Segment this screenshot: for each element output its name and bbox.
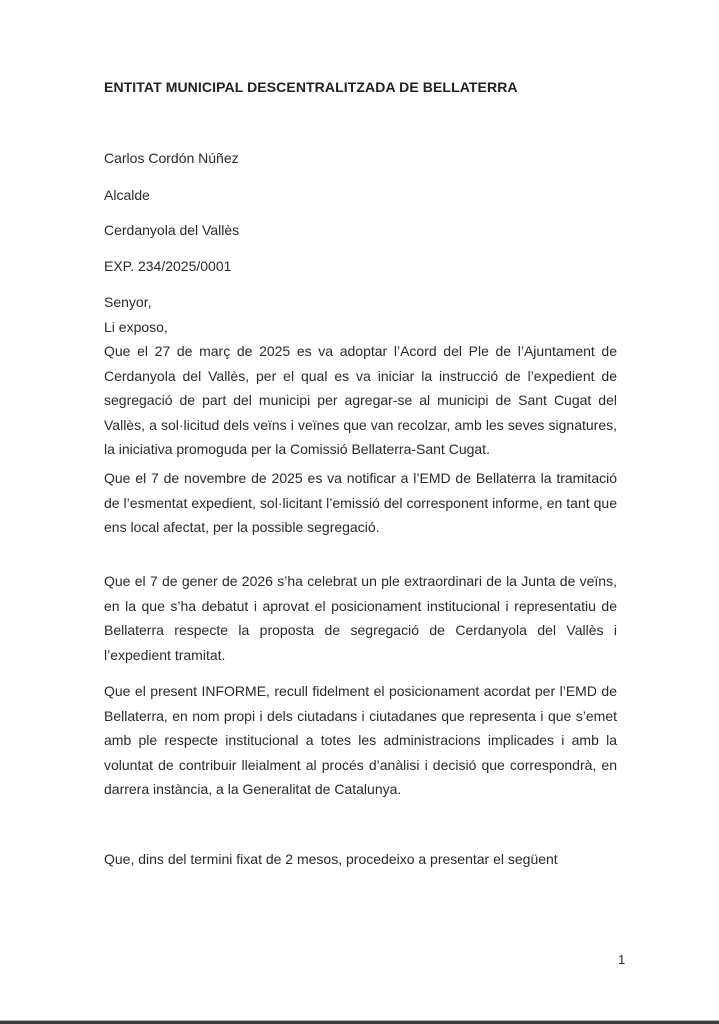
paragraph-5: Que, dins del termini fixat de 2 mesos, procedeixo a presentar el següent <box>104 851 558 867</box>
paragraph-3: Que el 7 de gener de 2026 s’ha celebrat un ple extraordinari de la Junta de veïns, en la que s’ha debatut i aprovat el posicionament institucional i representatiu de Bellaterra respecte la proposta de segregació de Cerdanyola del Vallès i l’expedient tramitat. <box>104 573 617 663</box>
paragraph-1: Que el 27 de març de 2025 es va adoptar l’Acord del Ple de l’Ajuntament de Cerdanyola del Vallès, per el qual es va iniciar la instrucció de l’expedient de segregació de part del municipi per agregar-se al municipi de Sant Cugat del Vallès, a sol·licitud dels veïns i veïnes que van recolzar, amb les seves signatures, la iniciativa promoguda per la Comissió Bellaterra-Sant Cugat. <box>104 343 617 458</box>
document-heading: ENTITAT MUNICIPAL DESCENTRALITZADA DE BELLATERRA <box>104 79 518 95</box>
recipient-name: Carlos Cordón Núñez <box>104 150 239 166</box>
page-number: 1 <box>618 952 626 967</box>
paragraph-2: Que el 7 de novembre de 2025 es va notificar a l’EMD de Bellaterra la tramitació de l’esmentat expedient, sol·licitant l’emissió del corresponent informe, en tant que ens local afectat, per la possible segregació. <box>104 470 617 536</box>
intro-line: Li exposo, <box>104 319 168 335</box>
salutation: Senyor, <box>104 294 152 310</box>
paragraph-4: Que el present INFORME, recull fidelment el posicionament acordat per l’EMD de Bellaterra, en nom propi i dels ciutadans i ciutadanes que representa i que s’emet amb ple respecte institucional a totes les administracions implicades i amb la voluntat de contribuir lleialment al procés d’anàlisi i decisió que correspondrà, en darrera instància, a la Generalitat de Catalunya. <box>104 683 617 798</box>
recipient-municipality: Cerdanyola del Vallès <box>104 222 240 238</box>
bottom-edge-bar <box>0 1020 719 1024</box>
recipient-title: Alcalde <box>104 187 150 203</box>
file-reference: EXP. 234/2025/0001 <box>104 258 232 274</box>
